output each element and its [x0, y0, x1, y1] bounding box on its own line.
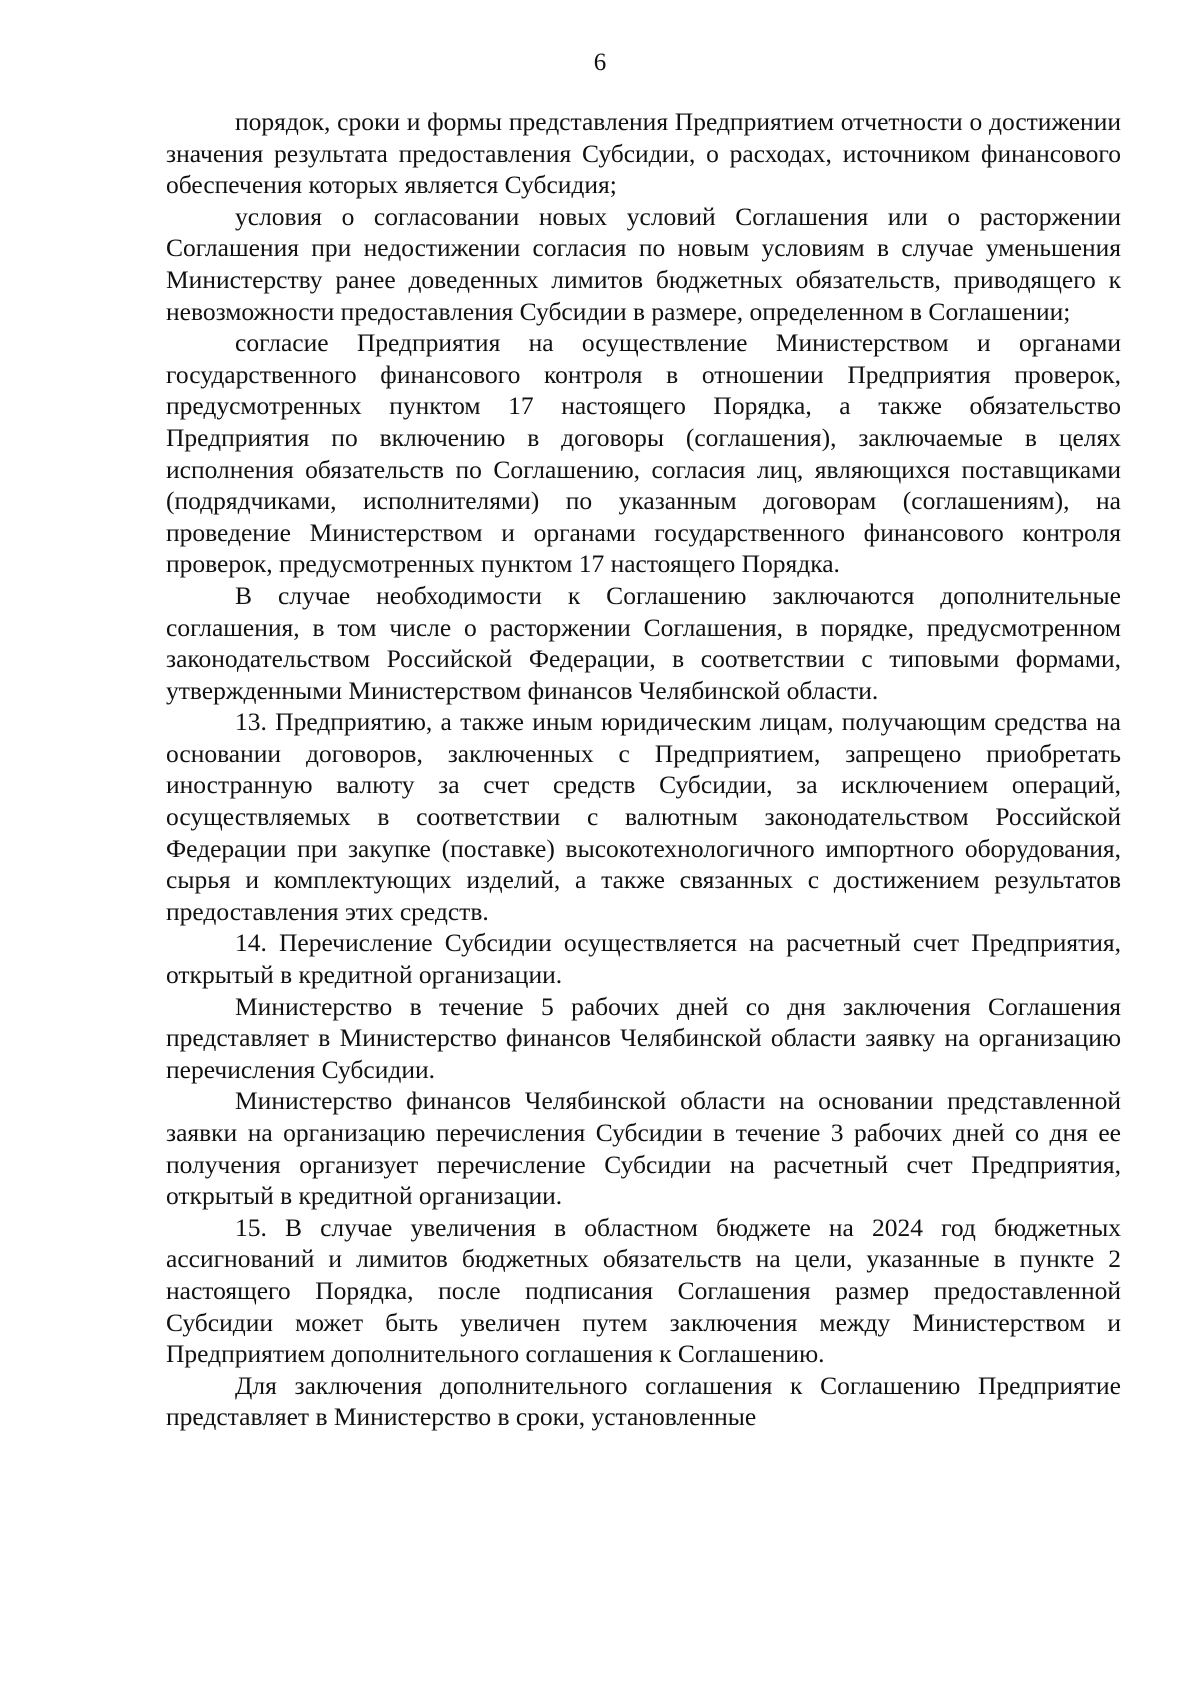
paragraph-additional-agreement-request: Для заключения дополнительного соглашения к Соглашению Предприятие представляет в Министерство в сроки, установленные [166, 1370, 1121, 1432]
paragraph-item-15: 15. В случае увеличения в областном бюджете на 2024 год бюджетных ассигнований и лимитов бюджетных обязательств на цели, указанные в пункте 2 настоящего Порядка, после подписания Соглашения размер предоставленной Субсидии может быть увеличен путем заключения между Министерством и Предприятием дополнительного соглашения к Соглашению. [166, 1212, 1121, 1369]
paragraph-reporting-terms: порядок, сроки и формы представления Предприятием отчетности о достижении значения результата предоставления Субсидии, о расходах, источником финансового обеспечения которых является Субсидия; [166, 107, 1121, 200]
paragraph-ministry-request: Министерство в течение 5 рабочих дней со дня заключения Соглашения представляет в Министерство финансов Челябинской области заявку на организацию перечисления Субсидии. [166, 991, 1121, 1084]
page-number: 6 [593, 49, 607, 76]
paragraph-agreement-conditions: условия о согласовании новых условий Соглашения или о расторжении Соглашения при недостижении согласия по новым условиям в случае уменьшения Министерству ранее доведенных лимитов бюджетных обязательств, приводящего к невозможности предоставления Субсидии в размере, определенном в Соглашении; [166, 201, 1121, 326]
document-body [166, 106, 1121, 1433]
paragraph-finance-ministry-transfer: Министерство финансов Челябинской области на основании представленной заявки на организацию перечисления Субсидии в течение 3 рабочих дней со дня ее получения организует перечисление Субсидии на расчетный счет Предприятия, открытый в кредитной организации. [166, 1086, 1121, 1211]
paragraph-item-14: 14. Перечисление Субсидии осуществляется на расчетный счет Предприятия, открытый в кредитной организации. [166, 928, 1121, 990]
paragraph-item-13: 13. Предприятию, а также иным юридическим лицам, получающим средства на основании договоров, заключенных с Предприятием, запрещено приобретать иностранную валюту за счет средств Субсидии, за исключением операций, осуществляемых в соответствии с валютным законодательством Российской Федерации при закупке (поставке) высокотехнологичного импортного оборудования, сырья и комплектующих изделий, а также связанных с достижением результатов предоставления этих средств. [166, 707, 1121, 926]
paragraph-additional-agreements: В случае необходимости к Соглашению заключаются дополнительные соглашения, в том числе о расторжении Соглашения, в порядке, предусмотренном законодательством Российской Федерации, в соответствии с типовыми формами, утвержденными Министерством финансов Челябинской области. [166, 580, 1121, 705]
paragraph-consent-inspections: согласие Предприятия на осуществление Министерством и органами государственного финансового контроля в отношении Предприятия проверок, предусмотренных пунктом 17 настоящего Порядка, а также обязательство Предприятия по включению в договоры (соглашения), заключаемые в целях исполнения обязательств по Соглашению, согласия лиц, являющихся поставщиками (подрядчиками, исполнителями) по указанным договорам (соглашениям), на проведение Министерством и органами государственного финансового контроля проверок, предусмотренных пунктом 17 настоящего Порядка. [166, 328, 1121, 579]
